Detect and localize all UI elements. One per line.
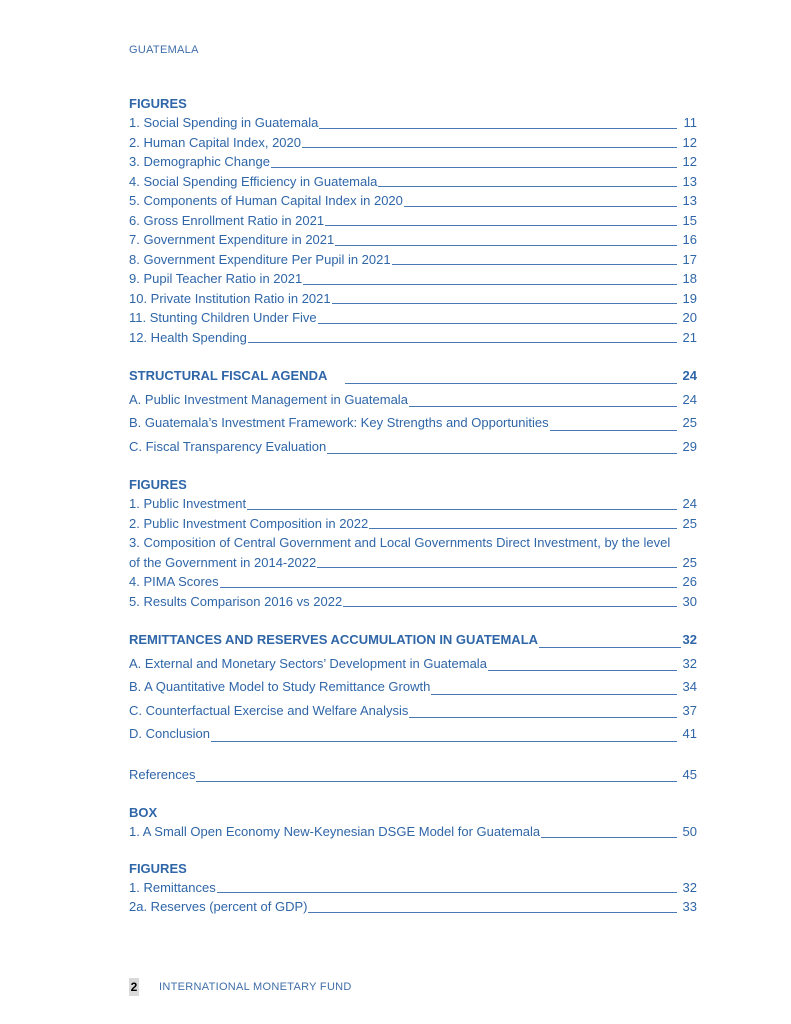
toc-entry-page: 50 bbox=[682, 824, 697, 839]
toc-entry-label-line1[interactable]: 3. Composition of Central Government and Local Governments Direct Investment, by the level bbox=[129, 535, 671, 550]
dot-leader bbox=[392, 264, 677, 265]
toc-entry-label: D. Conclusion bbox=[129, 726, 210, 741]
toc-entry[interactable] bbox=[129, 289, 697, 309]
page-footer bbox=[129, 978, 352, 996]
toc-entry-label: C. Counterfactual Exercise and Welfare Analysis bbox=[129, 702, 409, 718]
references-label: References bbox=[129, 766, 196, 782]
toc-entry-label: 12. Health Spending bbox=[129, 329, 247, 345]
toc-entry-page: 26 bbox=[682, 574, 697, 589]
dot-leader bbox=[196, 781, 677, 782]
toc-entry-label: 1. Remittances bbox=[129, 879, 216, 895]
toc-entry-label: 1. A Small Open Economy New-Keynesian DSGE Model for Guatemala bbox=[129, 824, 541, 839]
toc-entry-page: 20 bbox=[682, 310, 697, 325]
toc-entry-label: A. Public Investment Management in Guatemala bbox=[129, 391, 408, 407]
toc-entry-page: 30 bbox=[682, 593, 697, 609]
toc-entry-page: 24 bbox=[682, 496, 697, 511]
toc-entry-label: 1. Social Spending in Guatemala bbox=[129, 115, 319, 130]
toc-entry-label: 2. Human Capital Index, 2020 bbox=[129, 134, 301, 150]
toc-entry-label: of the Government in 2014-2022 bbox=[129, 554, 317, 570]
toc-entry-page: 33 bbox=[682, 899, 697, 914]
chapter-entry[interactable] bbox=[129, 364, 697, 388]
toc-entry[interactable] bbox=[129, 269, 697, 289]
toc-entry-page: 17 bbox=[682, 251, 697, 267]
dot-leader bbox=[378, 186, 677, 187]
dot-leader bbox=[369, 528, 677, 529]
references-entry[interactable] bbox=[129, 763, 697, 787]
toc-entry-page: 13 bbox=[682, 173, 697, 189]
dot-leader bbox=[211, 741, 677, 742]
dot-leader bbox=[345, 383, 677, 384]
dot-leader bbox=[327, 453, 677, 454]
dot-leader bbox=[220, 587, 677, 588]
dot-leader bbox=[308, 912, 677, 913]
running-header: GUATEMALA bbox=[129, 44, 199, 56]
chapter-page: 32 bbox=[682, 632, 697, 647]
toc-entry-page: 12 bbox=[682, 154, 697, 169]
dot-leader bbox=[319, 128, 677, 129]
toc-entry-label: 5. Results Comparison 2016 vs 2022 bbox=[129, 593, 343, 609]
dot-leader bbox=[539, 647, 681, 648]
toc-entry-page: 11 bbox=[683, 115, 697, 130]
toc-entry-label: A. External and Monetary Sectors’ Development in Guatemala bbox=[129, 655, 487, 671]
toc-entry[interactable] bbox=[129, 191, 697, 211]
toc-entry-page: 19 bbox=[682, 290, 697, 306]
dot-leader bbox=[271, 167, 677, 168]
toc-entry-page: 25 bbox=[682, 415, 697, 430]
dot-leader bbox=[248, 342, 677, 343]
toc-entry[interactable] bbox=[129, 113, 697, 133]
toc-entry[interactable] bbox=[129, 897, 697, 917]
dot-leader bbox=[409, 406, 677, 407]
toc-entry[interactable] bbox=[129, 133, 697, 153]
toc-entry[interactable] bbox=[129, 822, 697, 842]
toc-entry-page: 21 bbox=[682, 329, 697, 345]
figures-heading: FIGURES bbox=[129, 860, 187, 876]
dot-leader bbox=[404, 206, 677, 207]
toc-entry[interactable] bbox=[129, 572, 697, 592]
dot-leader bbox=[431, 694, 677, 695]
toc-entry-label: 11. Stunting Children Under Five bbox=[129, 310, 317, 325]
toc-entry[interactable] bbox=[129, 388, 697, 412]
toc-entry-page: 41 bbox=[682, 726, 697, 741]
chapter-page: 24 bbox=[682, 368, 697, 383]
toc-entry[interactable] bbox=[129, 675, 697, 699]
toc-entry-label: 8. Government Expenditure Per Pupil in 2021 bbox=[129, 251, 391, 267]
toc-entry[interactable] bbox=[129, 308, 697, 328]
table-of-contents bbox=[129, 94, 697, 917]
toc-entry-label: 10. Private Institution Ratio in 2021 bbox=[129, 290, 331, 306]
toc-entry-label: 9. Pupil Teacher Ratio in 2021 bbox=[129, 271, 303, 286]
dot-leader bbox=[335, 245, 677, 246]
toc-entry[interactable] bbox=[129, 230, 697, 250]
toc-entry[interactable] bbox=[129, 494, 697, 514]
toc-entry-page: 12 bbox=[682, 134, 697, 150]
toc-entry-page: 32 bbox=[682, 879, 697, 895]
toc-entry[interactable] bbox=[129, 699, 697, 723]
toc-entry-label: 5. Components of Human Capital Index in 2020 bbox=[129, 193, 403, 208]
references-page: 45 bbox=[682, 766, 697, 782]
dot-leader bbox=[302, 147, 677, 148]
page-number: 2 bbox=[130, 980, 138, 994]
toc-entry[interactable] bbox=[129, 172, 697, 192]
toc-entry-label: C. Fiscal Transparency Evaluation bbox=[129, 438, 327, 454]
toc-entry-page: 34 bbox=[682, 679, 697, 694]
toc-entry[interactable] bbox=[129, 592, 697, 612]
toc-entry-label: 4. Social Spending Efficiency in Guatemala bbox=[129, 173, 378, 189]
toc-entry-label: 7. Government Expenditure in 2021 bbox=[129, 232, 335, 247]
toc-entry-label: B. Guatemala’s Investment Framework: Key Strengths and Opportunities bbox=[129, 415, 549, 430]
toc-entry[interactable] bbox=[129, 435, 697, 459]
toc-entry-page: 18 bbox=[682, 271, 697, 286]
toc-entry-page: 32 bbox=[682, 655, 697, 671]
toc-entry-page: 25 bbox=[682, 554, 697, 570]
toc-entry[interactable] bbox=[129, 514, 697, 534]
toc-entry[interactable] bbox=[129, 250, 697, 270]
toc-entry-page: 24 bbox=[682, 391, 697, 407]
toc-entry[interactable] bbox=[129, 722, 697, 746]
toc-entry-page: 15 bbox=[682, 212, 697, 228]
toc-entry-label: 6. Gross Enrollment Ratio in 2021 bbox=[129, 212, 325, 228]
dot-leader bbox=[318, 323, 677, 324]
box-heading: BOX bbox=[129, 805, 158, 820]
toc-entry-page: 16 bbox=[682, 232, 697, 247]
toc-entry-label: 4. PIMA Scores bbox=[129, 574, 219, 589]
toc-entry-label: 3. Demographic Change bbox=[129, 154, 270, 169]
toc-entry-label: 1. Public Investment bbox=[129, 496, 247, 511]
dot-leader bbox=[247, 509, 677, 510]
toc-entry-page: 25 bbox=[682, 515, 697, 531]
toc-entry[interactable] bbox=[129, 211, 697, 231]
chapter-entry[interactable] bbox=[129, 628, 697, 652]
toc-entry-label: B. A Quantitative Model to Study Remittance Growth bbox=[129, 679, 431, 694]
dot-leader bbox=[409, 717, 677, 718]
dot-leader bbox=[317, 567, 677, 568]
toc-entry[interactable] bbox=[129, 878, 697, 898]
toc-entry-label: 2. Public Investment Composition in 2022 bbox=[129, 515, 369, 531]
toc-entry-page: 29 bbox=[682, 438, 697, 454]
dot-leader bbox=[541, 837, 677, 838]
dot-leader bbox=[332, 303, 677, 304]
organization-name: INTERNATIONAL MONETARY FUND bbox=[159, 981, 352, 993]
chapter-title: STRUCTURAL FISCAL AGENDA bbox=[129, 368, 328, 383]
toc-entry[interactable] bbox=[129, 328, 697, 348]
dot-leader bbox=[217, 892, 677, 893]
figures-heading: FIGURES bbox=[129, 477, 187, 492]
dot-leader bbox=[343, 606, 677, 607]
dot-leader bbox=[303, 284, 677, 285]
dot-leader bbox=[550, 430, 677, 431]
chapter-title: REMITTANCES AND RESERVES ACCUMULATION IN GUATEMALA bbox=[129, 632, 539, 647]
toc-entry[interactable] bbox=[129, 411, 697, 435]
toc-entry-page: 37 bbox=[682, 702, 697, 718]
toc-entry[interactable] bbox=[129, 652, 697, 676]
toc-entry-label: 2a. Reserves (percent of GDP) bbox=[129, 899, 308, 914]
dot-leader bbox=[488, 670, 677, 671]
dot-leader bbox=[325, 225, 677, 226]
toc-entry[interactable] bbox=[129, 152, 697, 172]
figures-heading: FIGURES bbox=[129, 96, 187, 111]
toc-entry[interactable] bbox=[129, 553, 697, 573]
toc-entry-page: 13 bbox=[682, 193, 697, 208]
